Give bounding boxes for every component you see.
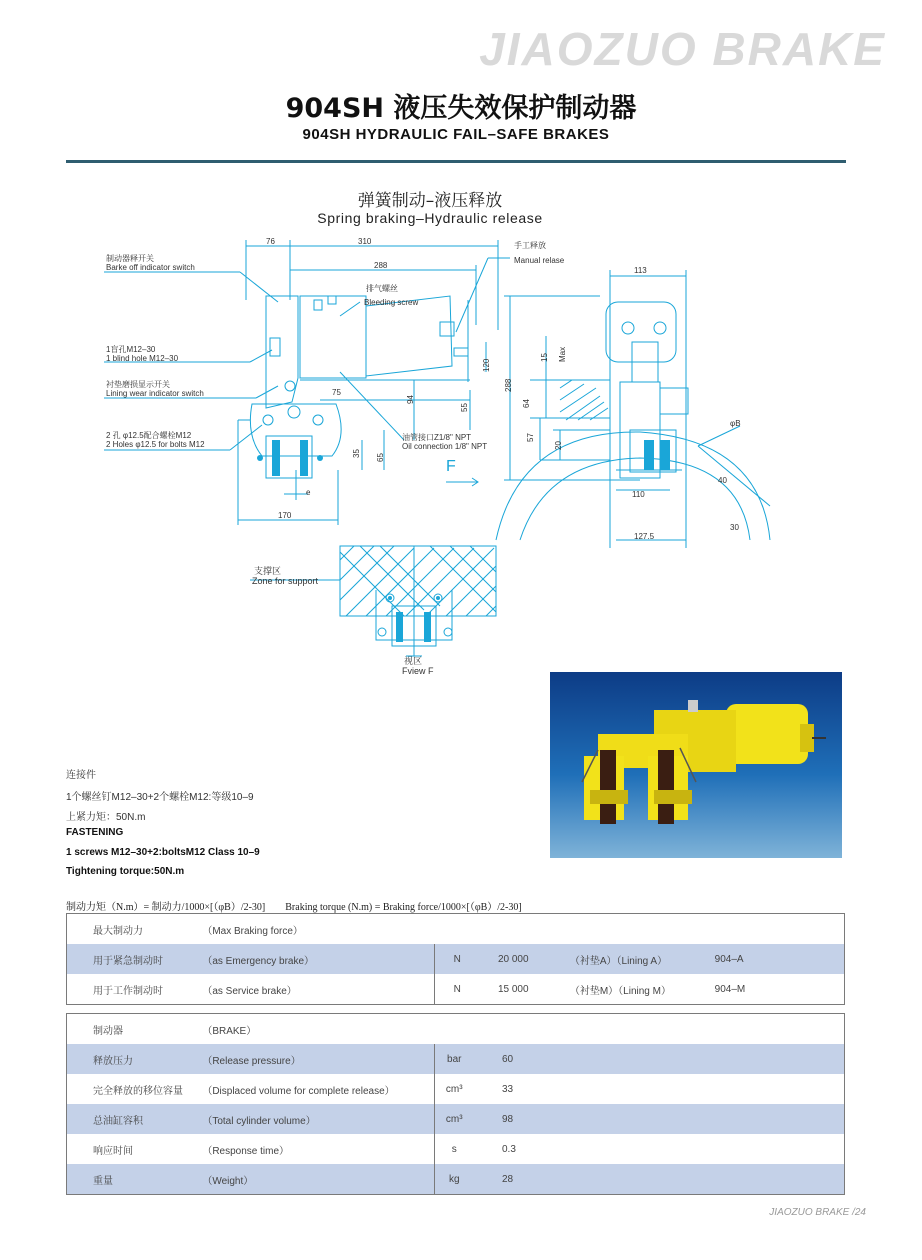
dim-94: 94 (406, 395, 415, 404)
table-cell: 用于紧急制动时 (67, 944, 203, 974)
table-cell: 制动器 (93, 1025, 123, 1037)
brand-watermark: JIAOZUO BRAKE (479, 23, 886, 75)
table-cell: （BRAKE） (202, 1025, 257, 1037)
dim-310: 310 (358, 237, 372, 246)
fastening-line2-cn: 上紧力矩：50N.m (66, 812, 146, 823)
table-row (67, 974, 845, 1005)
table-cell: （Total cylinder volume） (202, 1104, 434, 1134)
page-footer: JIAOZUO BRAKE /24 (769, 1207, 866, 1218)
dim-35: 35 (352, 449, 361, 458)
dim-288-vertical: 288 (504, 378, 513, 392)
manual-release-label-cn: 手工释放 (514, 241, 546, 250)
blind-hole-label-en: 1 blind hole M12–30 (106, 354, 179, 363)
oil-connection-label-en: Oil connection 1/8" NPT (402, 442, 488, 451)
view-f-label-en: Fview F (402, 666, 434, 676)
dim-40: 40 (718, 476, 727, 485)
dim-75: 75 (332, 388, 341, 397)
blind-hole-label-cn: 1盲孔M12–30 (106, 345, 156, 354)
table-row (67, 1164, 845, 1195)
table-header-row (67, 1014, 845, 1045)
dim-20: 20 (554, 441, 563, 450)
table-cell-unit: s (434, 1134, 474, 1164)
lining-wear-label-en: Lining wear indicator switch (106, 389, 204, 398)
view-f-label-cn: 视区 (404, 656, 423, 666)
support-zone-label-en: Zone for support (252, 576, 319, 586)
dim-76: 76 (266, 237, 275, 246)
fastening-line1-en: 1 screws M12–30+2:boltsM12 Class 10–9 (66, 847, 260, 858)
dim-127-5: 127.5 (634, 532, 655, 541)
table-cell: （Response time） (202, 1145, 290, 1157)
oil-connection-label-cn: 油管接口Z1/8" NPT (402, 433, 472, 442)
table-cell: （衬垫A）（Lining A） (570, 944, 715, 974)
dim-55: 55 (460, 403, 469, 412)
brake-off-switch-label-cn: 制动器释开关 (106, 254, 154, 263)
dim-288: 288 (374, 261, 388, 270)
holes-label-cn: 2 孔 φ12.5配合螺栓M12 (106, 431, 192, 440)
table-cell: （Displaced volume for complete release） (202, 1085, 395, 1097)
dim-65: 65 (376, 453, 385, 462)
table-cell-value: 60 (474, 1044, 845, 1074)
lining-wear-label-cn: 衬垫磨损显示开关 (106, 380, 170, 389)
brake-off-switch-label-en: Barke off indicator switch (106, 263, 195, 272)
table-row (67, 1074, 845, 1104)
table-cell: 最大制动力 (93, 925, 143, 937)
table-cell: （Max Braking force） (202, 925, 303, 937)
fastening-line1-cn: 1个螺丝钉M12–30+2个螺栓M12:等级10–9 (66, 792, 254, 803)
table-cell: 响应时间 (93, 1145, 133, 1157)
fastening-title-en: FASTENING (66, 827, 124, 838)
table-cell: （衬垫M）（Lining M） (569, 985, 671, 997)
table-cell-unit: N (434, 944, 480, 974)
dim-170: 170 (278, 511, 292, 520)
dim-15: 15 (540, 353, 549, 362)
table-cell-value: 98 (474, 1104, 845, 1134)
manual-release-label-en: Manual relase (514, 256, 565, 265)
table-cell-unit: N (434, 974, 480, 1005)
header-rule (66, 160, 846, 163)
table-cell: 总油缸容积 (67, 1104, 203, 1134)
dim-max: Max (558, 346, 567, 362)
table-cell: （as Service brake） (202, 985, 297, 997)
table-cell-value: 20 000 (480, 944, 570, 974)
table-cell: （as Emergency brake） (202, 944, 434, 974)
subtitle-cn: 弹簧制动–液压释放 (357, 191, 503, 211)
technical-drawing (0, 230, 922, 680)
table-cell: 重量 (67, 1164, 203, 1195)
fastening-title-cn: 连接件 (66, 770, 96, 781)
table-row (67, 1134, 845, 1164)
subtitle-en: Spring braking–Hydraulic release (317, 210, 543, 226)
table-cell: （Release pressure） (202, 1044, 434, 1074)
bleeding-screw-label-cn: 排气螺丝 (366, 284, 398, 293)
table-cell-value: 33 (501, 1083, 514, 1095)
table-cell-unit: kg (434, 1164, 474, 1195)
braking-torque-formula: 制动力矩（N.m）= 制动力/1000×[（φB）/2-30] Braking torque (N.m) = Braking force/1000×[（φB）/2-30] (66, 902, 522, 913)
table-cell-model: 904–A (715, 944, 845, 974)
table-cell-unit: cm³ (434, 1104, 474, 1134)
table-cell-value: 28 (474, 1164, 845, 1195)
page-title-en: 904SH HYDRAULIC FAIL–SAFE BRAKES (302, 126, 610, 143)
table-header-row (67, 914, 845, 945)
table-row (67, 1044, 845, 1074)
table-cell: 用于工作制动时 (93, 985, 163, 997)
table-row (67, 944, 845, 974)
page-title-cn: 904SH 液压失效保护制动器 (285, 93, 637, 124)
table-cell-unit: cm³ (434, 1074, 474, 1104)
support-zone-label-cn: 支撑区 (254, 566, 282, 576)
table-row (67, 1104, 845, 1134)
product-photo (550, 672, 842, 858)
dim-64: 64 (522, 399, 531, 408)
view-f-mark: F (446, 458, 456, 475)
table-cell: （Weight） (202, 1164, 434, 1195)
dim-110: 110 (632, 490, 645, 499)
fastening-line2-en: Tightening torque:50N.m (66, 866, 185, 877)
table-cell: 完全释放的移位容量 (93, 1085, 183, 1097)
max-braking-force-table (66, 913, 845, 1005)
brake-spec-table (66, 1013, 845, 1195)
dim-e: e (306, 488, 311, 497)
dim-30: 30 (730, 523, 739, 532)
phi-b-label: φB (730, 419, 741, 428)
table-cell-unit: bar (434, 1044, 474, 1074)
dim-120: 120 (482, 358, 491, 372)
table-cell-model: 904–M (714, 983, 746, 995)
table-cell-value: 15 000 (497, 983, 529, 995)
table-cell-value: 0.3 (501, 1143, 516, 1155)
bleeding-screw-label-en: Bleeding screw (364, 298, 419, 307)
dim-57: 57 (526, 433, 535, 442)
table-cell: 释放压力 (67, 1044, 203, 1074)
holes-label-en: 2 Holes φ12.5 for bolts M12 (106, 440, 205, 449)
dim-113: 113 (634, 266, 647, 275)
